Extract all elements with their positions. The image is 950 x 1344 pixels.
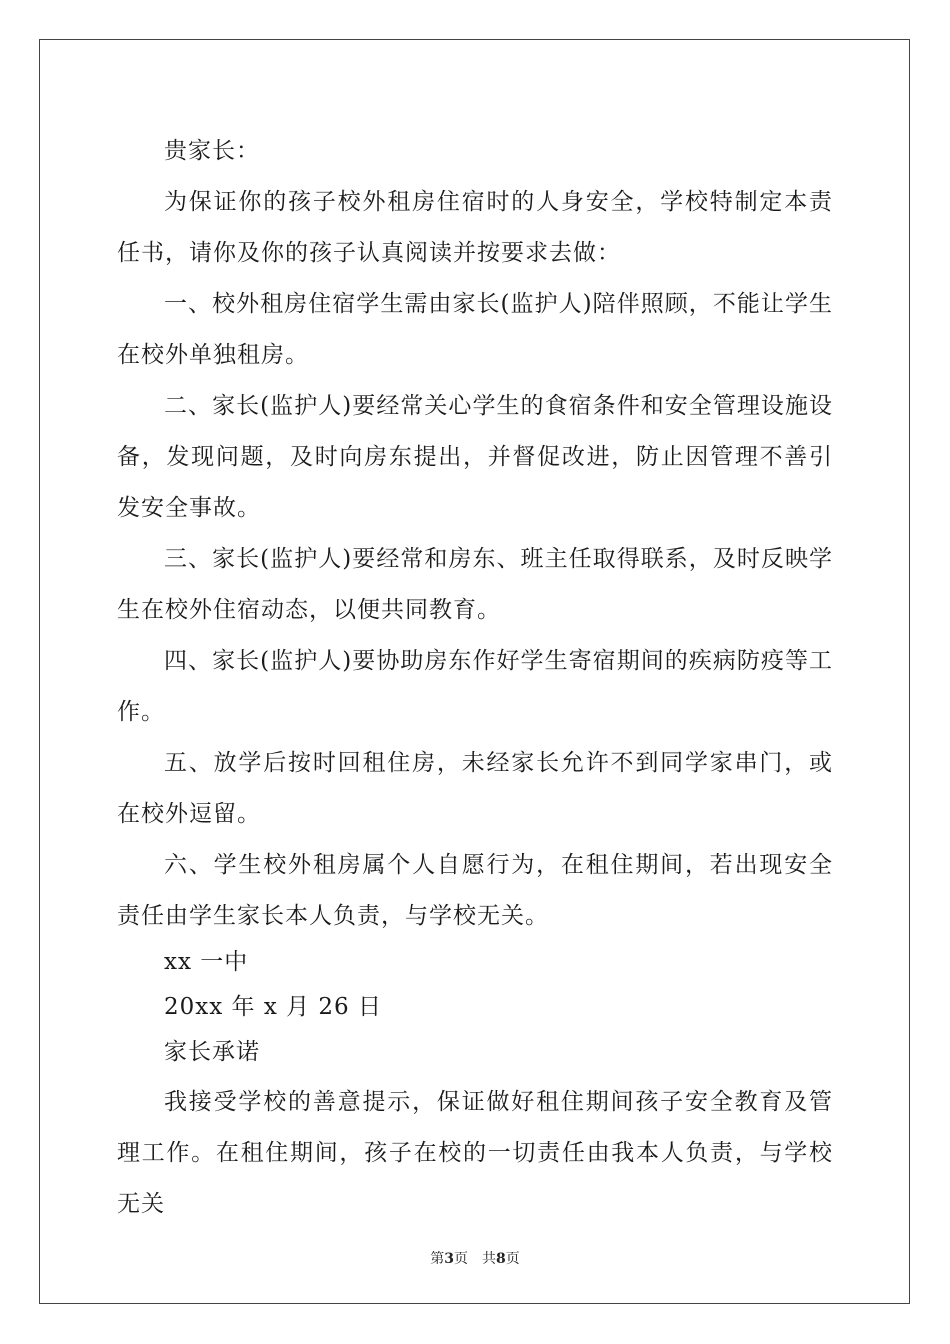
rule-item-4: 四、家长(监护人)要协助房东作好学生寄宿期间的疾病防疫等工作。	[117, 648, 833, 725]
total-suffix: 页	[505, 1251, 520, 1267]
signature-school: xx 一中	[164, 949, 249, 975]
parent-pledge-text: 我接受学校的善意提示，保证做好租住期间孩子安全教育及管理工作。在租住期间，孩子在校的一切责任由我本人负责，与学校无关	[117, 1089, 833, 1217]
document-body	[117, 126, 833, 1230]
current-page-number: 3	[444, 1251, 454, 1267]
signature-date: 20xx 年 x 月 26 日	[164, 994, 383, 1020]
salutation: 贵家长：	[164, 138, 260, 164]
rule-item-1: 一、校外租房住宿学生需由家长(监护人)陪伴照顾，不能让学生在校外单独租房。	[117, 291, 833, 368]
total-prefix: 共	[482, 1251, 496, 1267]
rule-item-3: 三、家长(监护人)要经常和房东、班主任取得联系，及时反映学生在校外住宿动态，以便共同教育。	[117, 546, 833, 623]
intro-paragraph: 为保证你的孩子校外租房住宿时的人身安全，学校特制定本责任书，请你及你的孩子认真阅读并按要求去做：	[117, 189, 833, 266]
rule-item-5: 五、放学后按时回租住房，未经家长允许不到同学家串门，或在校外逗留。	[117, 750, 833, 827]
rule-item-2: 二、家长(监护人)要经常关心学生的食宿条件和安全管理设施设备，发现问题，及时向房东提出，并督促改进，防止因管理不善引发安全事故。	[117, 393, 833, 521]
total-page-number: 8	[496, 1251, 506, 1267]
page-footer	[0, 1248, 950, 1268]
page-suffix: 页	[454, 1251, 468, 1267]
rule-item-6: 六、学生校外租房属个人自愿行为，在租住期间，若出现安全责任由学生家长本人负责，与学校无关。	[117, 852, 833, 929]
parent-pledge-heading: 家长承诺	[164, 1039, 260, 1065]
page-prefix: 第	[430, 1251, 445, 1267]
